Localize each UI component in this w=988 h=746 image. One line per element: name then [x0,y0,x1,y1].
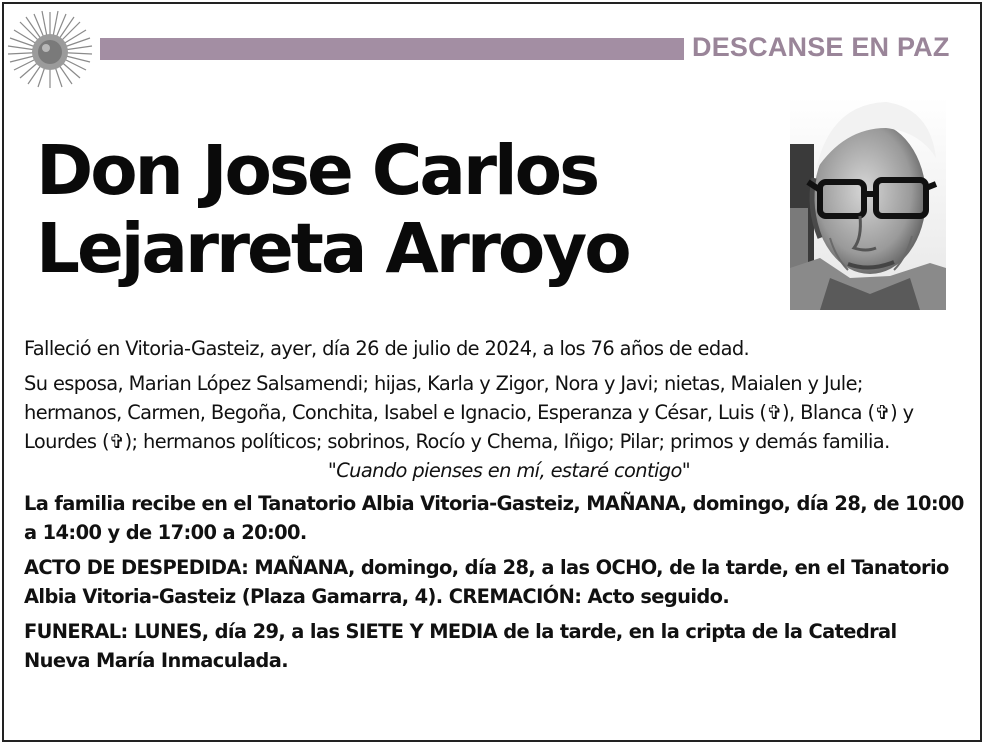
header-label: DESCANSE EN PAZ [692,32,950,62]
family-list: Su esposa, Marian López Salsamendi; hijas, Karla y Zigor, Nora y Javi; nietas, Maialen y Jule; hermanos, Carmen, Begoña, Conchita, Isabel e Ignacio, Esperanza y César, Luis (✞), Blanca (✞) y Lourdes (✞); hermanos políticos; sobrinos, Rocío y Chema, Iñigo; Pilar; primos y demás familia. [24,372,914,453]
deceased-name [36,132,629,288]
obituary-body [24,334,964,681]
funeral-info: FUNERAL: LUNES, día 29, a las SIETE Y MEDIA de la tarde, en la cripta de la Catedral Nueva María Inmaculada. [24,620,897,672]
header-band [100,38,684,60]
visitation-info: La familia recibe en el Tanatorio Albia Vitoria-Gasteiz, MAÑANA, domingo, día 28, de 10:00 a 14:00 y de 17:00 a 20:00. [24,492,964,544]
death-info: Falleció en Vitoria-Gasteiz, ayer, día 26 de julio de 2024, a los 76 años de edad. [24,337,750,360]
portrait-photo [790,98,946,310]
name-line-2: Lejarreta Arroyo [36,209,629,289]
thistle-icon [6,8,94,90]
memorial-quote: "Cuando pienses en mí, estaré contigo" [327,459,691,482]
name-line-1: Don Jose Carlos [36,131,598,211]
farewell-info: ACTO DE DESPEDIDA: MAÑANA, domingo, día 28, a las OCHO, de la tarde, en el Tanatorio Albia Vitoria-Gasteiz (Plaza Gamarra, 4). CREMACIÓN: Acto seguido. [24,556,949,608]
